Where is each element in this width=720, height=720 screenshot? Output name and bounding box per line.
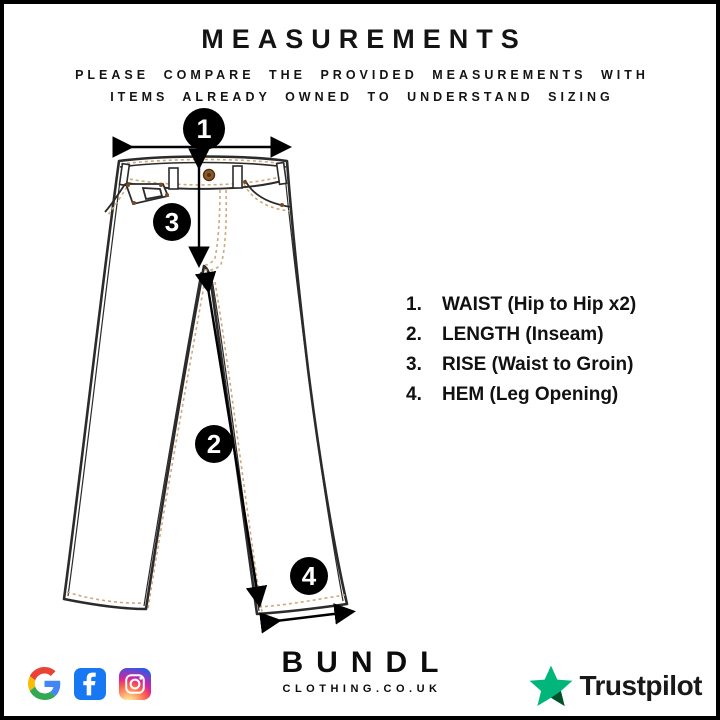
trustpilot-star-shape <box>530 666 573 706</box>
subtitle-line-2: ITEMS ALREADY OWNED TO UNDERSTAND SIZING <box>110 90 614 104</box>
page-title: MEASUREMENTS <box>201 24 527 54</box>
jeans-outline <box>64 157 347 615</box>
legend-item-hem <box>406 380 636 410</box>
legend-item-waist <box>406 290 636 320</box>
marker-3-number: 3 <box>164 207 180 237</box>
brand-tagline: CLOTHING.CO.UK <box>282 683 442 695</box>
google-icon[interactable] <box>28 667 61 700</box>
social-icons <box>28 667 151 700</box>
legend-label: LENGTH (Inseam) <box>442 324 604 345</box>
facebook-icon[interactable] <box>74 668 106 700</box>
trustpilot-badge[interactable] <box>529 664 702 708</box>
hem-arrow <box>276 612 350 621</box>
legend-number: 2. <box>406 324 422 345</box>
marker-2-number: 2 <box>206 429 222 459</box>
page-subtitle <box>4 64 716 108</box>
marker-3 <box>153 203 191 241</box>
legend-number: 4. <box>406 384 422 405</box>
jeans-diagram <box>44 104 394 634</box>
brand-name: BUNDL <box>281 646 452 679</box>
legend-label: WAIST (Hip to Hip x2) <box>442 294 637 315</box>
trustpilot-label: Trustpilot <box>579 670 702 701</box>
measurement-legend <box>406 290 636 410</box>
legend-number: 3. <box>406 354 422 375</box>
brand-logo <box>269 646 452 695</box>
legend-label: RISE (Waist to Groin) <box>442 354 634 375</box>
marker-2 <box>195 425 233 463</box>
trustpilot-star-icon <box>529 664 573 708</box>
marker-4-number: 4 <box>301 561 317 591</box>
marker-1-number: 1 <box>196 114 212 144</box>
subtitle-line-1: PLEASE COMPARE THE PROVIDED MEASUREMENTS WITH <box>75 68 649 82</box>
legend-label: HEM (Leg Opening) <box>442 384 619 405</box>
instagram-icon[interactable] <box>119 668 151 700</box>
marker-1 <box>183 108 225 150</box>
legend-item-rise <box>406 350 636 380</box>
legend-number: 1. <box>406 294 422 315</box>
marker-4 <box>290 557 328 595</box>
legend-item-length <box>406 320 636 350</box>
header <box>4 24 716 108</box>
waist-button <box>204 170 215 181</box>
